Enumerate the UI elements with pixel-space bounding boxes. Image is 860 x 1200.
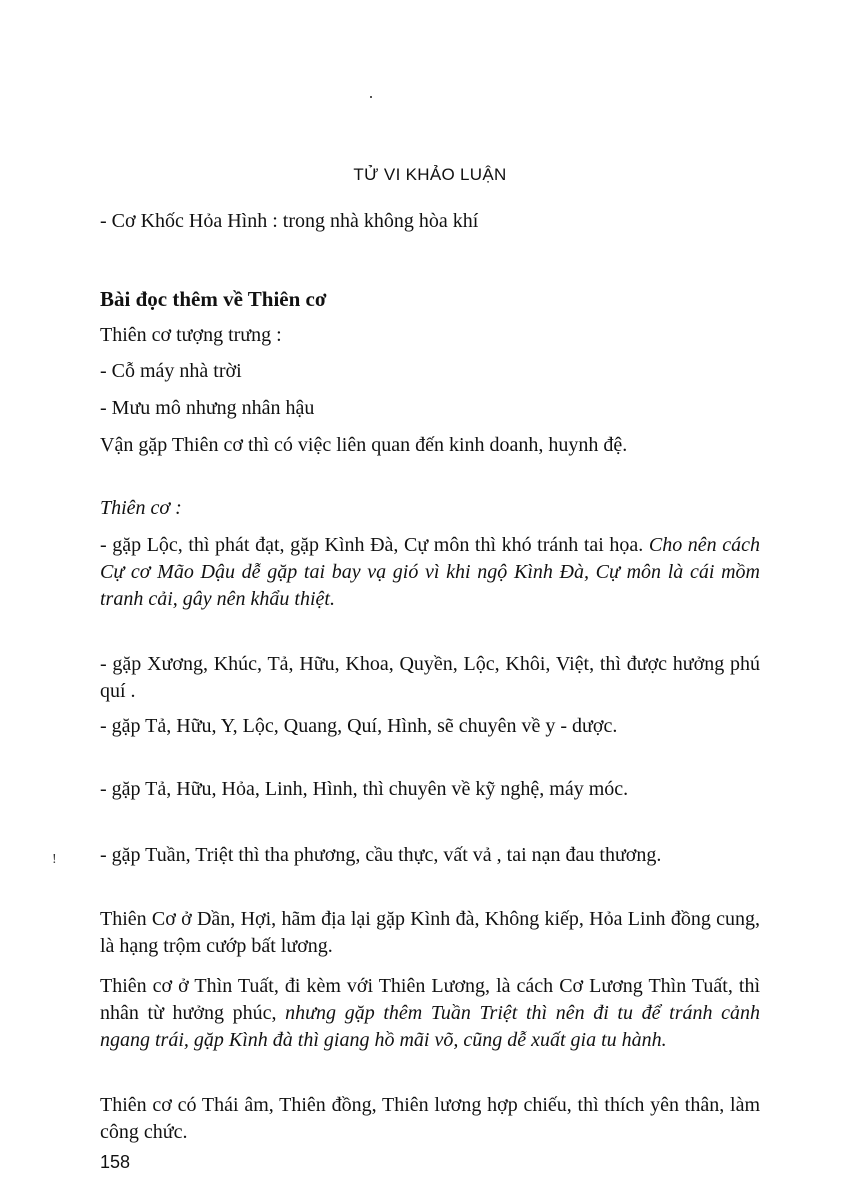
item-2: - gặp Xương, Khúc, Tả, Hữu, Khoa, Quyền, Lộc, Khôi, Việt, thì được hưởng phú quí . [100,653,760,702]
paragraph-dan-hoi: Thiên Cơ ở Dần, Hợi, hãm địa lại gặp Kình đà, Không kiếp, Hỏa Linh đồng cung, là hạng trộm cướp bất lương. [100,908,760,957]
symbol-intro: Thiên cơ tượng trưng : [100,324,282,346]
paragraph-thin-tuat [100,973,760,1054]
section-heading: Bài đọc thêm về Thiên cơ [100,287,327,311]
intro-line: - Cơ Khốc Hỏa Hình : trong nhà không hòa khí [100,210,479,232]
paragraph-van-gap: Vận gặp Thiên cơ thì có việc liên quan đến kinh doanh, huynh đệ. [100,434,628,456]
thin-tuat-italic: nhưng gặp thêm Tuần Triệt thì nên đi tu để tránh cảnh ngang trái, gặp Kình đà thì giang hồ mãi võ, cũng dễ xuất gia tu hành. [100,1002,760,1051]
running-head: TỬ VI KHẢO LUẬN [353,165,507,184]
margin-mark: ! [52,852,57,867]
item-1-italic: Cho nên cách Cự cơ Mão Dậu dễ gặp tai bay vạ gió vì khi ngộ Kình Đà, Cự môn là cái mồm tranh cải, gây nên khẩu thiệt. [100,534,760,610]
symbol-item: - Cỗ máy nhà trời [100,360,242,382]
thien-co-label: Thiên cơ : [100,497,182,519]
symbol-item: - Mưu mô nhưng nhân hậu [100,397,315,419]
thin-tuat-normal: Thiên cơ ở Thìn Tuất, đi kèm với Thiên Lương, là cách Cơ Lương Thìn Tuất, thì nhân từ hưởng phúc, [100,975,760,1024]
item-5: - gặp Tuần, Triệt thì tha phương, cầu thực, vất vả , tai nạn đau thương. [100,844,662,866]
page-number: 158 [100,1152,131,1172]
paragraph-final: Thiên cơ có Thái âm, Thiên đồng, Thiên lương hợp chiếu, thì thích yên thân, làm công chức. [100,1094,760,1143]
item-3: - gặp Tả, Hữu, Y, Lộc, Quang, Quí, Hình, sẽ chuyên về y - dược. [100,715,618,737]
item-1-normal: - gặp Lộc, thì phát đạt, gặp Kình Đà, Cự môn thì khó tránh tai họa. [100,534,644,556]
item-1 [100,532,760,613]
item-4: - gặp Tả, Hữu, Hỏa, Linh, Hình, thì chuyên về kỹ nghệ, máy móc. [100,778,629,800]
scan-speck [370,96,372,98]
